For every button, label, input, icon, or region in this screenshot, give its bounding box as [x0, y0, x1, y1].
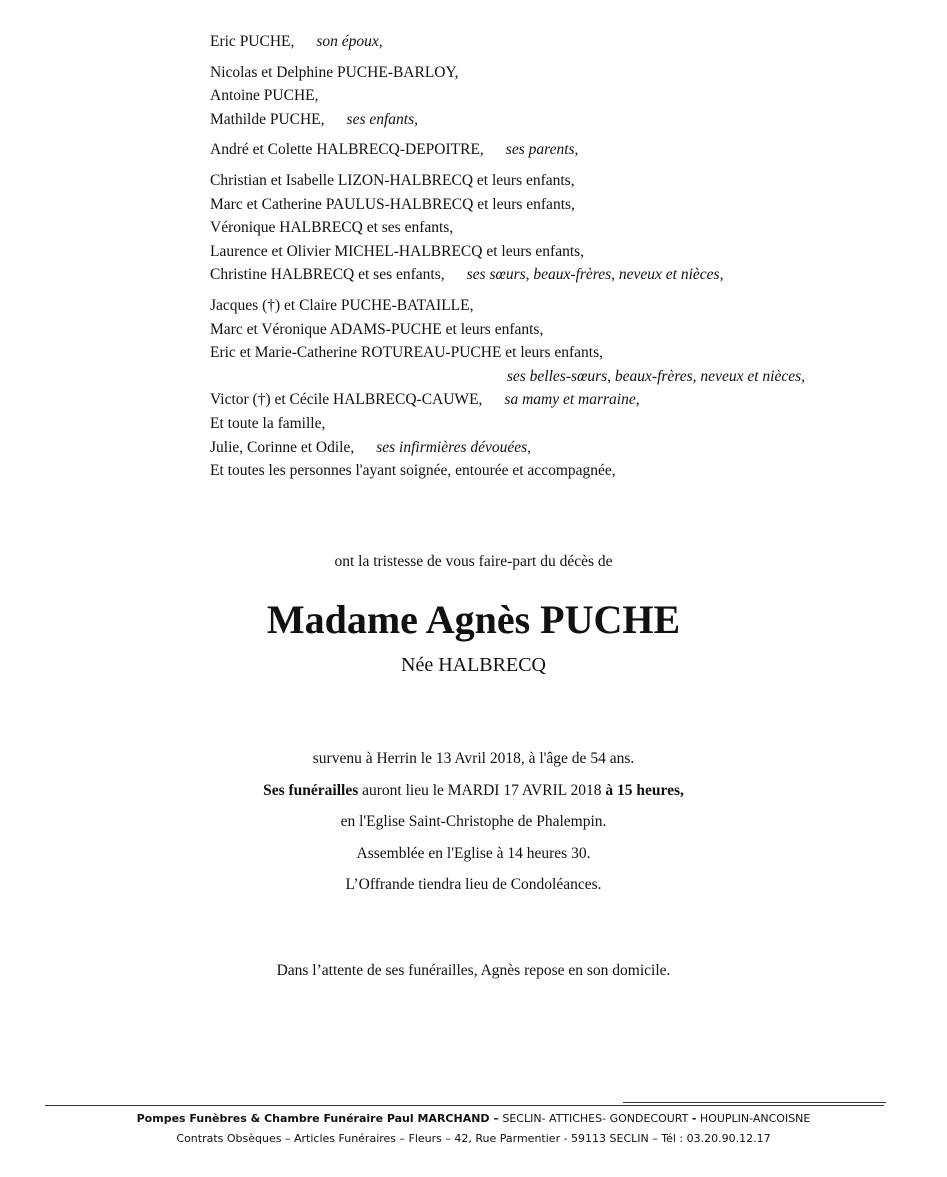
relation-label: ses parents,: [505, 141, 579, 159]
family-group: [210, 294, 850, 483]
relation-label: sa mamy et marraine,: [504, 391, 640, 409]
family-line: [210, 108, 850, 132]
family-group: [210, 138, 850, 162]
family-line: [210, 30, 850, 54]
family-line: [210, 436, 850, 460]
family-line: [210, 193, 850, 217]
relation-label: ses belles-sœurs, beaux-frères, neveux et nièces,: [506, 367, 805, 385]
footer-company-name: Pompes Funèbres & Chambre Funéraire Paul MARCHAND –: [136, 1112, 499, 1125]
family-member: Marc et Catherine PAULUS-HALBRECQ et leurs enfants,: [210, 195, 575, 213]
family-member: Et toute la famille,: [210, 414, 326, 432]
family-member: Marc et Véronique ADAMS-PUCHE et leurs enfants,: [210, 320, 544, 338]
relation-label: ses sœurs, beaux-frères, neveux et nièces,: [466, 266, 724, 284]
funeral-date: auront lieu le MARDI 17 AVRIL 2018: [358, 781, 606, 799]
footer-divider: [45, 1105, 884, 1106]
maiden-name: Née HALBRECQ: [401, 654, 546, 676]
footer-locations-b: HOUPLIN-ANCOISNE: [696, 1112, 811, 1125]
relation-label: ses infirmières dévouées,: [376, 438, 532, 456]
offering-line: L’Offrande tiendra lieu de Condoléances.: [345, 876, 602, 893]
family-member: Victor (†) et Cécile HALBRECQ-CAUWE,: [210, 391, 483, 409]
family-line: [210, 169, 850, 193]
footer-company: [0, 1112, 947, 1125]
family-member: Eric et Marie-Catherine ROTUREAU-PUCHE et leurs enfants,: [210, 344, 603, 362]
family-member: Et toutes les personnes l'ayant soignée, entourée et accompagnée,: [210, 462, 616, 480]
family-member: Antoine PUCHE,: [210, 87, 319, 105]
family-line: [210, 138, 850, 162]
family-line: [210, 341, 850, 365]
footer-contact: Contrats Obsèques – Articles Funéraires – Fleurs – 42, Rue Parmentier - 59113 SECLIN – Tél : 03.20.90.12.17: [176, 1132, 771, 1145]
family-group: [210, 30, 850, 54]
family-member: Eric PUCHE,: [210, 33, 295, 50]
assembly-line: Assemblée en l'Eglise à 14 heures 30.: [356, 844, 591, 862]
family-member: Véronique HALBRECQ et ses enfants,: [210, 219, 454, 237]
family-line: [210, 459, 850, 483]
family-member: Julie, Corinne et Odile,: [210, 438, 355, 456]
family-line: [210, 84, 850, 108]
family-member: Nicolas et Delphine PUCHE-BARLOY,: [210, 63, 459, 81]
signature-divider: [623, 1102, 886, 1103]
family-member: Christine HALBRECQ et ses enfants,: [210, 266, 445, 284]
family-line: [210, 263, 850, 287]
family-member: Christian et Isabelle LIZON-HALBRECQ et leurs enfants,: [210, 171, 575, 189]
church-line: en l'Eglise Saint-Christophe de Phalempin.: [340, 813, 607, 830]
family-line: [210, 318, 850, 342]
footer-dash: -: [691, 1112, 697, 1125]
funeral-label: Ses funérailles: [263, 781, 359, 799]
family-line: [210, 388, 850, 412]
family-list: [210, 30, 850, 490]
family-member: Laurence et Olivier MICHEL-HALBRECQ et leurs enfants,: [210, 242, 585, 260]
family-line: [210, 240, 850, 264]
family-line: [210, 61, 850, 85]
family-group: [210, 169, 850, 287]
footer-locations-a: SECLIN- ATTICHES- GONDECOURT: [498, 1112, 692, 1125]
family-line: [210, 294, 850, 318]
funeral-time: à 15 heures,: [605, 781, 684, 799]
family-member: André et Colette HALBRECQ-DEPOITRE,: [210, 141, 484, 159]
relation-label: ses enfants,: [346, 110, 418, 128]
announcement-intro: ont la tristesse de vous faire-part du décès de: [334, 553, 613, 570]
family-member: Mathilde PUCHE,: [210, 110, 325, 128]
death-line: survenu à Herrin le 13 Avril 2018, à l'âge de 54 ans.: [312, 750, 635, 767]
funeral-details: [0, 743, 947, 901]
funeral-line: [0, 775, 947, 807]
family-line: [210, 365, 850, 389]
relation-label: son époux,: [316, 33, 383, 50]
family-member: Jacques (†) et Claire PUCHE-BATAILLE,: [210, 296, 474, 314]
repose-line: Dans l’attente de ses funérailles, Agnès repose en son domicile.: [276, 962, 671, 979]
family-line: [210, 216, 850, 240]
deceased-name: Madame Agnès PUCHE: [266, 597, 681, 642]
family-line: [210, 412, 850, 436]
family-group: [210, 61, 850, 132]
